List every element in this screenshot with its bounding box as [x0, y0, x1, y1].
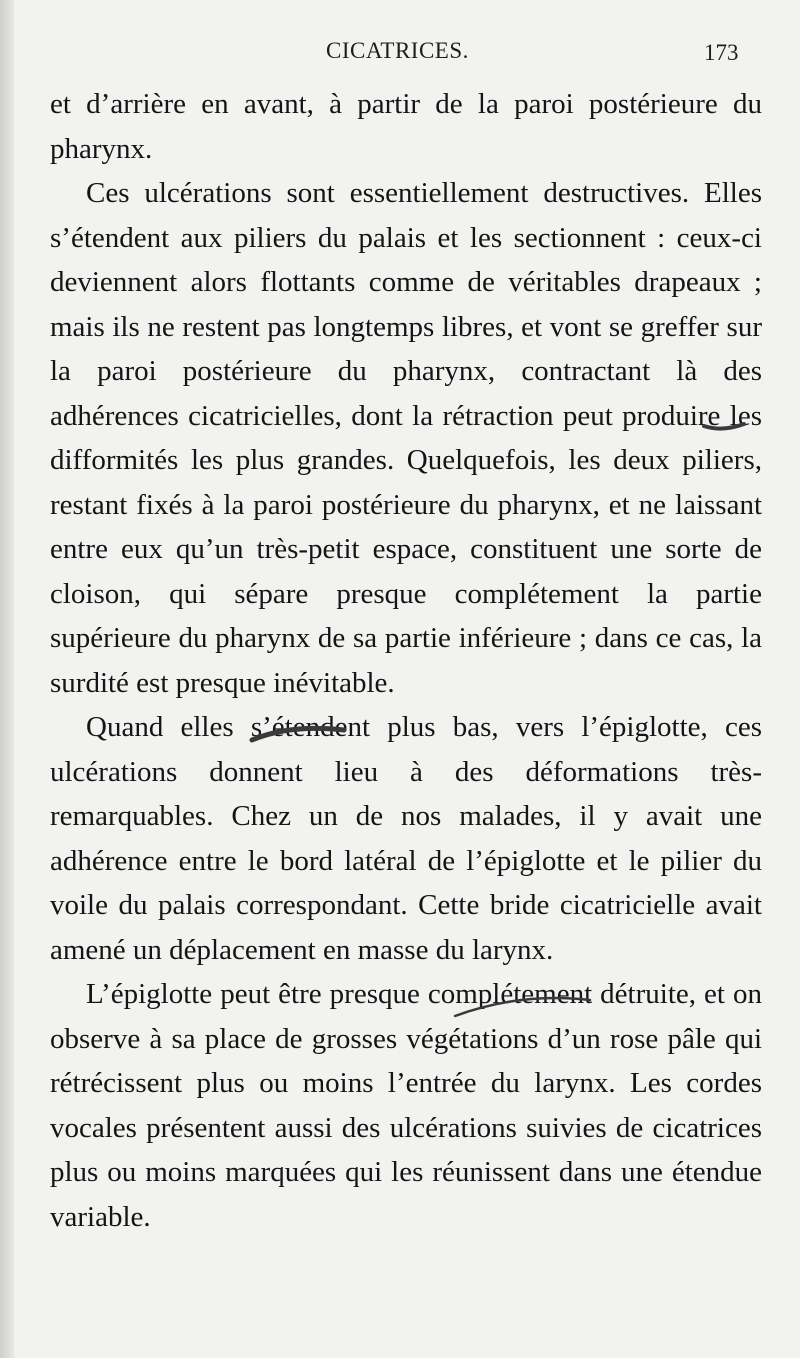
page-number: 173: [704, 40, 739, 65]
page-header: [14, 34, 800, 74]
paragraph-ulcerations: Ces ulcérations sont essentiellement destructives. Elles s’étendent aux piliers du palais et les sectionnent : ceux-ci deviennent alors flottants comme de véritables drapeaux ; mais ils ne restent pas longtemps libres, et vont se greffer sur la paroi postérieure du pharynx, contractant là des adhérences cicatricielles, dont la rétraction peut produire les difformités les plus grandes. Quelquefois, les deux piliers, restant fixés à la paroi postérieure du pharynx, et ne laissant entre eux qu’un très-petit espace, constituent une sorte de cloison, qui sépare presque complétement la partie supérieure du pharynx de sa partie inférieure ; dans ce cas, la surdité est presque inévitable.: [50, 177, 762, 699]
paragraph-epiglottis-adhesion: Quand elles s’étendent plus bas, vers l’épiglotte, ces ulcérations donnent lieu à des déformations très-remarquables. Chez un de nos malades, il y avait une adhérence entre le bord latéral de l’épiglotte et le pilier du voile du palais correspondant. Cette bride cicatricielle avait amené un déplacement en masse du larynx.: [50, 711, 762, 966]
paragraph-continuation: et d’arrière en avant, à partir de la paroi postérieure du pharynx.: [50, 88, 762, 165]
page-gutter-shadow: [0, 0, 14, 1358]
paragraph-epiglottis-destruction: L’épiglotte peut être presque complétement détruite, et on observe à sa place de grosses végétations d’un rose pâle qui rétrécissent plus ou moins l’entrée du larynx. Les cordes vocales présentent aussi des ulcérations suivies de cicatrices plus ou moins marquées qui les réunissent dans une étendue variable.: [50, 978, 762, 1233]
book-page: [14, 0, 800, 1358]
running-title: CICATRICES.: [326, 38, 469, 63]
body-text: [50, 82, 762, 1239]
